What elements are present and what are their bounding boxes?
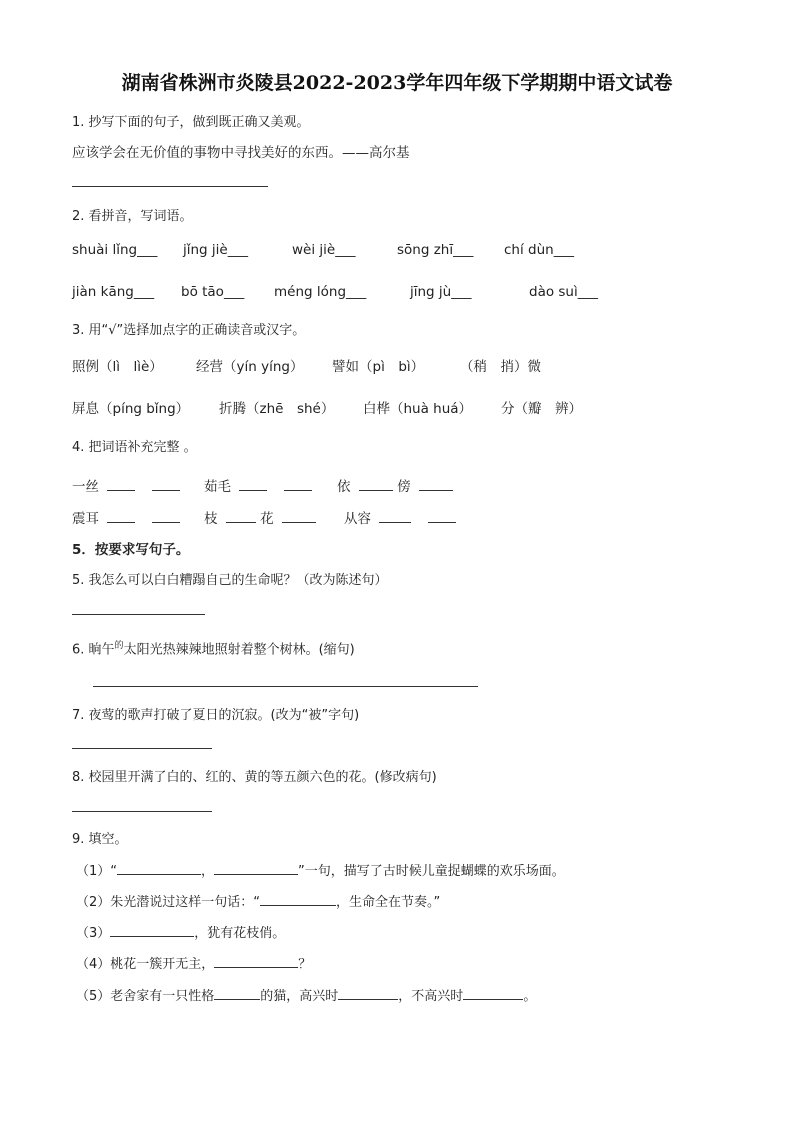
reading-choice: 白桦（huà huá） <box>363 401 473 417</box>
question-1-prompt: 1. 抄写下面的句子，做到既正确又美观。 <box>72 115 310 130</box>
question-1-sentence: 应该学会在无价值的事物中寻找美好的东西。——高尔基 <box>72 145 410 161</box>
fill-blank[interactable] <box>260 893 336 906</box>
answer-line[interactable] <box>93 686 478 687</box>
pinyin-item: wèi jiè___ <box>292 242 356 258</box>
fill-text: （5）老舍家有一只性格 <box>76 989 215 1004</box>
fill-blank[interactable] <box>282 510 316 523</box>
idiom-fill <box>337 475 453 495</box>
pinyin-item: jǐng jiè___ <box>183 242 248 258</box>
fill-text: ，生命全在节奏。” <box>336 895 441 910</box>
pinyin-item: sōng zhī___ <box>397 242 474 258</box>
idiom-fill <box>72 507 180 527</box>
fill-text: ？ <box>298 957 312 972</box>
fill-blank[interactable] <box>463 987 523 1000</box>
fill-blank[interactable] <box>419 478 453 491</box>
question-5-prompt: 5. 我怎么可以白白糟蹋自己的生命呢？（改为陈述句） <box>72 573 388 588</box>
idiom-fill <box>72 475 180 495</box>
fill-text: ，不高兴时 <box>398 989 464 1004</box>
question-7-prompt: 7. 夜莺的歌声打破了夏日的沉寂。(改为“被”字句) <box>72 708 360 723</box>
fill-text: ”一句，描写了古时候儿童捉蝴蝶的欢乐场面。 <box>298 864 565 879</box>
fill-blank[interactable] <box>152 478 180 491</box>
fill-text: ，犹有花枝俏。 <box>194 926 286 941</box>
reading-choice: （稍 捎）微 <box>460 359 541 375</box>
reading-choice: 分（瓣 辨） <box>501 401 582 417</box>
pinyin-item: jiàn kāng___ <box>72 284 155 300</box>
fill-blank[interactable] <box>428 510 456 523</box>
pinyin-item: chí dùn___ <box>504 242 574 258</box>
fill-blank[interactable] <box>214 862 298 875</box>
question-6-text: 6. 晌午 <box>72 642 115 658</box>
idiom-fill <box>204 507 316 527</box>
fill-blank[interactable] <box>110 924 194 937</box>
fill-text: （2）朱光潜说过这样一句话：“ <box>76 895 261 910</box>
fill-text: 的猫，高兴时 <box>260 989 339 1004</box>
pinyin-item: méng lóng___ <box>274 284 367 300</box>
idiom-text: 花 <box>260 511 274 527</box>
question-3-prompt: 3. 用“√”选择加点字的正确读音或汉字。 <box>72 323 306 338</box>
fill-text: ， <box>201 864 215 879</box>
question-2-prompt: 2. 看拼音，写词语。 <box>72 209 193 224</box>
question-6-prompt <box>72 638 355 657</box>
fill-blank[interactable] <box>338 987 398 1000</box>
fill-blank[interactable] <box>214 987 260 1000</box>
pinyin-item: jīng jù___ <box>410 284 472 300</box>
fill-blank[interactable] <box>284 478 312 491</box>
fill-item-2 <box>76 891 440 910</box>
fill-blank[interactable] <box>107 478 135 491</box>
fill-blank[interactable] <box>379 510 411 523</box>
pinyin-item: shuài lǐng___ <box>72 242 158 258</box>
fill-item-4 <box>76 953 311 972</box>
pinyin-item: dào suì___ <box>529 284 598 300</box>
small-character: 的 <box>114 641 124 651</box>
idiom-text: 一丝 <box>72 479 99 495</box>
reading-choice: 经营（yín yíng） <box>196 359 304 375</box>
idiom-text: 从容 <box>344 511 371 527</box>
reading-choice: 譬如（pì bì） <box>332 359 425 375</box>
reading-choice: 折腾（zhē shé） <box>219 401 335 417</box>
idiom-text: 震耳 <box>72 511 99 527</box>
answer-line[interactable] <box>72 614 205 615</box>
fill-blank[interactable] <box>107 510 135 523</box>
pinyin-item: bō tāo___ <box>181 284 245 300</box>
idiom-text: 依 <box>337 479 351 495</box>
idiom-text: 傍 <box>397 479 411 495</box>
idiom-fill <box>204 475 312 495</box>
idiom-fill <box>344 507 456 527</box>
fill-blank[interactable] <box>359 478 393 491</box>
page-title: 湖南省株洲市炎陵县2022-2023学年四年级下学期期中语文试卷 <box>121 72 673 94</box>
question-9-prompt: 9. 填空。 <box>72 832 128 847</box>
fill-blank[interactable] <box>117 862 201 875</box>
fill-text: 。 <box>523 989 537 1004</box>
fill-item-1 <box>76 860 565 879</box>
fill-text: （1）“ <box>76 864 118 879</box>
reading-choice: 屏息（píng bǐng） <box>72 401 190 417</box>
fill-blank[interactable] <box>214 955 298 968</box>
question-8-prompt: 8. 校园里开满了白的、红的、黄的等五颜六色的花。(修改病句) <box>72 770 437 785</box>
fill-blank[interactable] <box>152 510 180 523</box>
idiom-text: 枝 <box>204 511 218 527</box>
question-6-text: 太阳光热辣辣地照射着整个树林。(缩句) <box>123 642 355 658</box>
answer-line[interactable] <box>72 186 268 187</box>
question-4-prompt: 4. 把词语补充完整 。 <box>72 440 197 455</box>
fill-blank[interactable] <box>226 510 256 523</box>
answer-line[interactable] <box>72 811 212 812</box>
section-heading: 5．按要求写句子。 <box>72 542 190 558</box>
answer-line[interactable] <box>72 748 212 749</box>
fill-item-3 <box>76 922 285 941</box>
reading-choice: 照例（lì lìè） <box>72 359 163 375</box>
fill-text: （4）桃花一簇开无主， <box>76 957 215 972</box>
fill-blank[interactable] <box>239 478 267 491</box>
idiom-text: 茹毛 <box>204 479 231 495</box>
fill-item-5 <box>76 985 536 1004</box>
fill-text: （3） <box>76 926 111 941</box>
